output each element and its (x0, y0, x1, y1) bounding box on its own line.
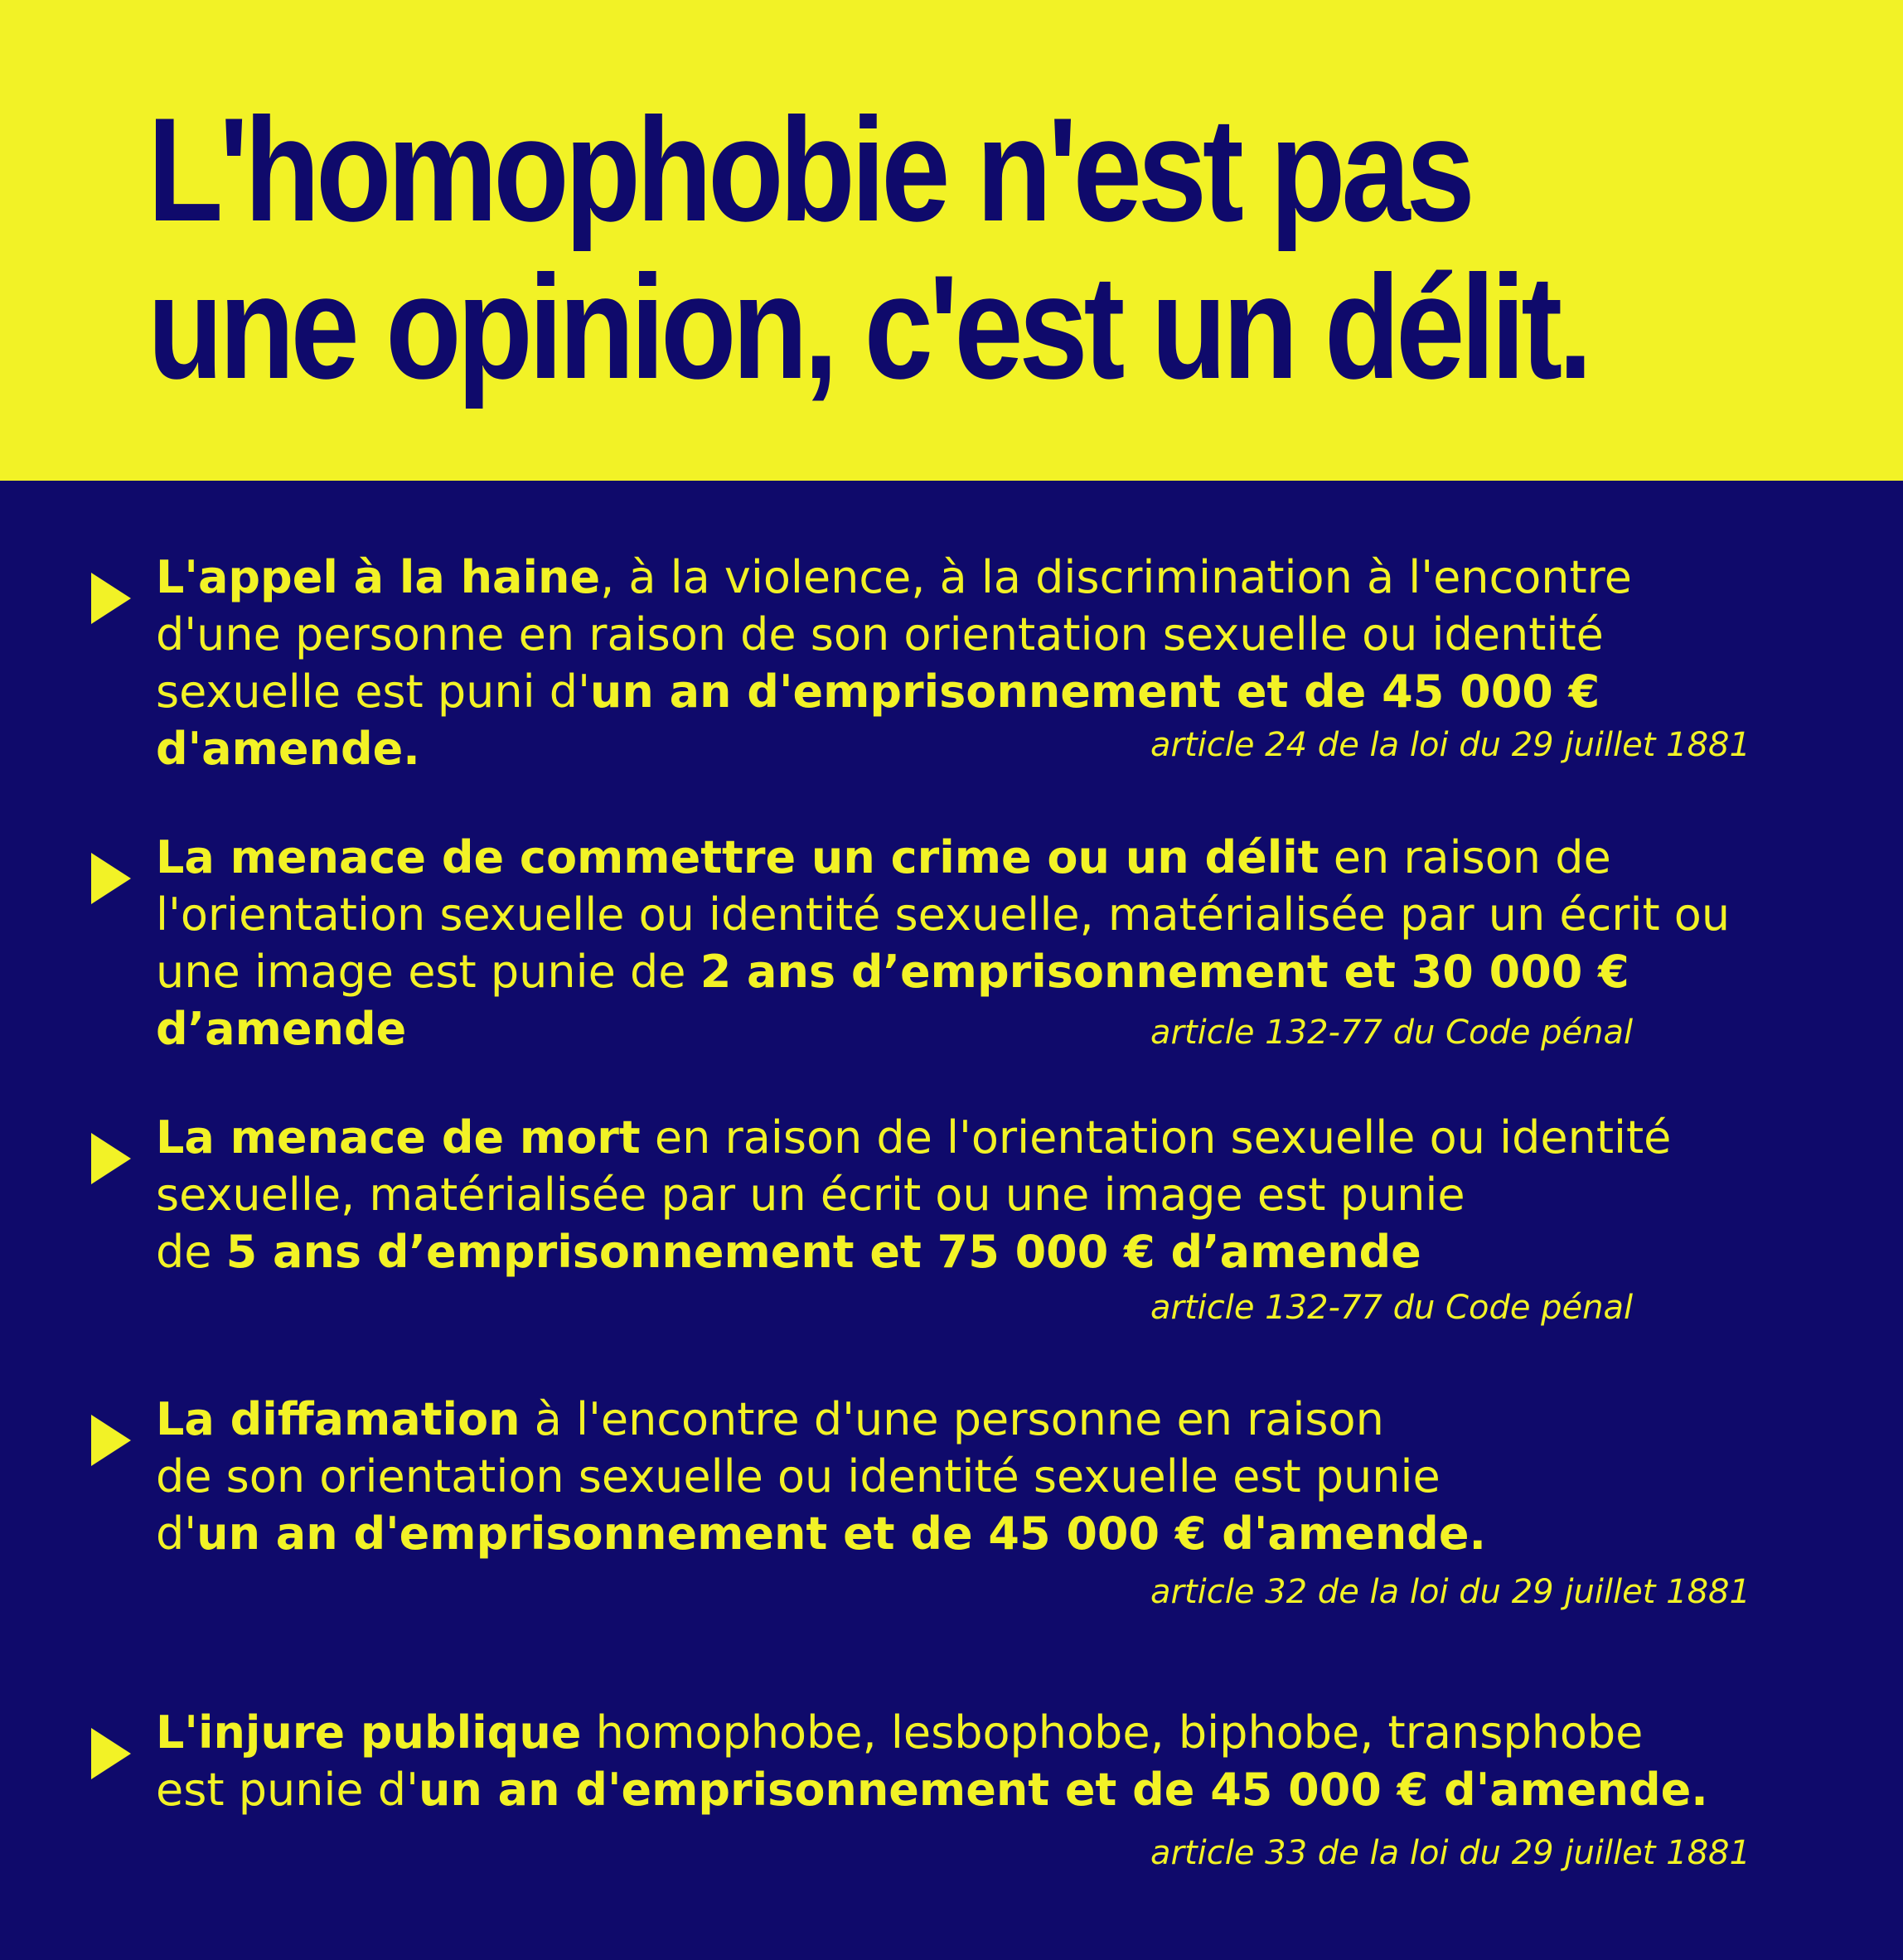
text-line (156, 549, 1813, 606)
emphasis-text: L'injure publique (156, 1706, 582, 1759)
emphasis-text: d'amende. (156, 723, 420, 775)
emphasis-text: 2 ans d’emprisonnement et 30 000 € (700, 946, 1629, 998)
item-reference: article 32 de la loi du 29 juillet 1881 (1150, 1573, 1750, 1611)
text-line (156, 1391, 1813, 1448)
body-text-run: à l'encontre d'une personne en raison (520, 1393, 1384, 1445)
triangle-right-icon (91, 1133, 131, 1184)
text-line (156, 1505, 1813, 1562)
text-line (156, 829, 1813, 886)
text-line (156, 886, 1813, 943)
body-text-run: sexuelle, matérialisée par un écrit ou une image est punie (156, 1169, 1465, 1221)
emphasis-text: un an d'emprisonnement et de 45 000 € d'amende. (418, 1764, 1708, 1816)
title-line-2: une opinion, c'est un délit. (148, 244, 1589, 409)
triangle-right-icon (91, 573, 131, 624)
item-text (156, 1391, 1813, 1562)
body-text-run: homophobe, lesbophobe, biphobe, transphobe (581, 1706, 1644, 1759)
item-reference: article 33 de la loi du 29 juillet 1881 (1150, 1834, 1750, 1872)
body-text-run: d'une personne en raison de son orientation sexuelle ou identité (156, 608, 1604, 661)
text-line (156, 943, 1813, 1000)
emphasis-text: 5 ans d’emprisonnement et 75 000 € d’amende (225, 1226, 1421, 1278)
emphasis-text: un an d'emprisonnement et de 45 000 € (589, 665, 1600, 718)
triangle-right-icon (91, 1415, 131, 1466)
text-line (156, 1166, 1813, 1223)
header-banner (0, 0, 1903, 481)
item-reference: article 24 de la loi du 29 juillet 1881 (1150, 726, 1750, 764)
text-line (156, 1704, 1813, 1761)
emphasis-text: La menace de commettre un crime ou un délit (156, 831, 1320, 883)
body-text-run: une image est punie de (156, 946, 700, 998)
item-text (156, 1704, 1813, 1818)
body-text-run: d' (156, 1508, 197, 1560)
text-line (156, 1448, 1813, 1505)
body-text-run: de (156, 1226, 226, 1278)
item-reference: article 132-77 du Code pénal (1150, 1014, 1634, 1052)
text-line (156, 1109, 1813, 1166)
body-text-run: l'orientation sexuelle ou identité sexuelle, matérialisée par un écrit ou (156, 888, 1731, 941)
body-text-run: sexuelle est puni d' (156, 665, 590, 718)
body-text-run: est punie d' (156, 1764, 419, 1816)
body-text-run: en raison de (1319, 831, 1611, 883)
item-text (156, 1109, 1813, 1280)
emphasis-text: un an d'emprisonnement et de 45 000 € d'amende. (196, 1508, 1486, 1560)
emphasis-text: d’amende (156, 1003, 407, 1055)
body-text-run: de son orientation sexuelle ou identité sexuelle est punie (156, 1450, 1441, 1503)
body-text-run: en raison de l'orientation sexuelle ou identité (640, 1111, 1672, 1164)
emphasis-text: La diffamation (156, 1393, 521, 1445)
title-line-1: L'homophobie n'est pas (148, 87, 1471, 252)
emphasis-text: La menace de mort (156, 1111, 641, 1164)
triangle-right-icon (91, 853, 131, 904)
text-line (156, 663, 1813, 720)
text-line (156, 1761, 1813, 1818)
item-reference: article 132-77 du Code pénal (1150, 1289, 1634, 1327)
law-list (0, 481, 1903, 1960)
triangle-right-icon (91, 1728, 131, 1779)
text-line (156, 1223, 1813, 1280)
page-title (148, 87, 1589, 409)
text-line (156, 606, 1813, 663)
emphasis-text: L'appel à la haine (156, 551, 601, 603)
body-text-run: , à la violence, à la discrimination à l'encontre (600, 551, 1632, 603)
